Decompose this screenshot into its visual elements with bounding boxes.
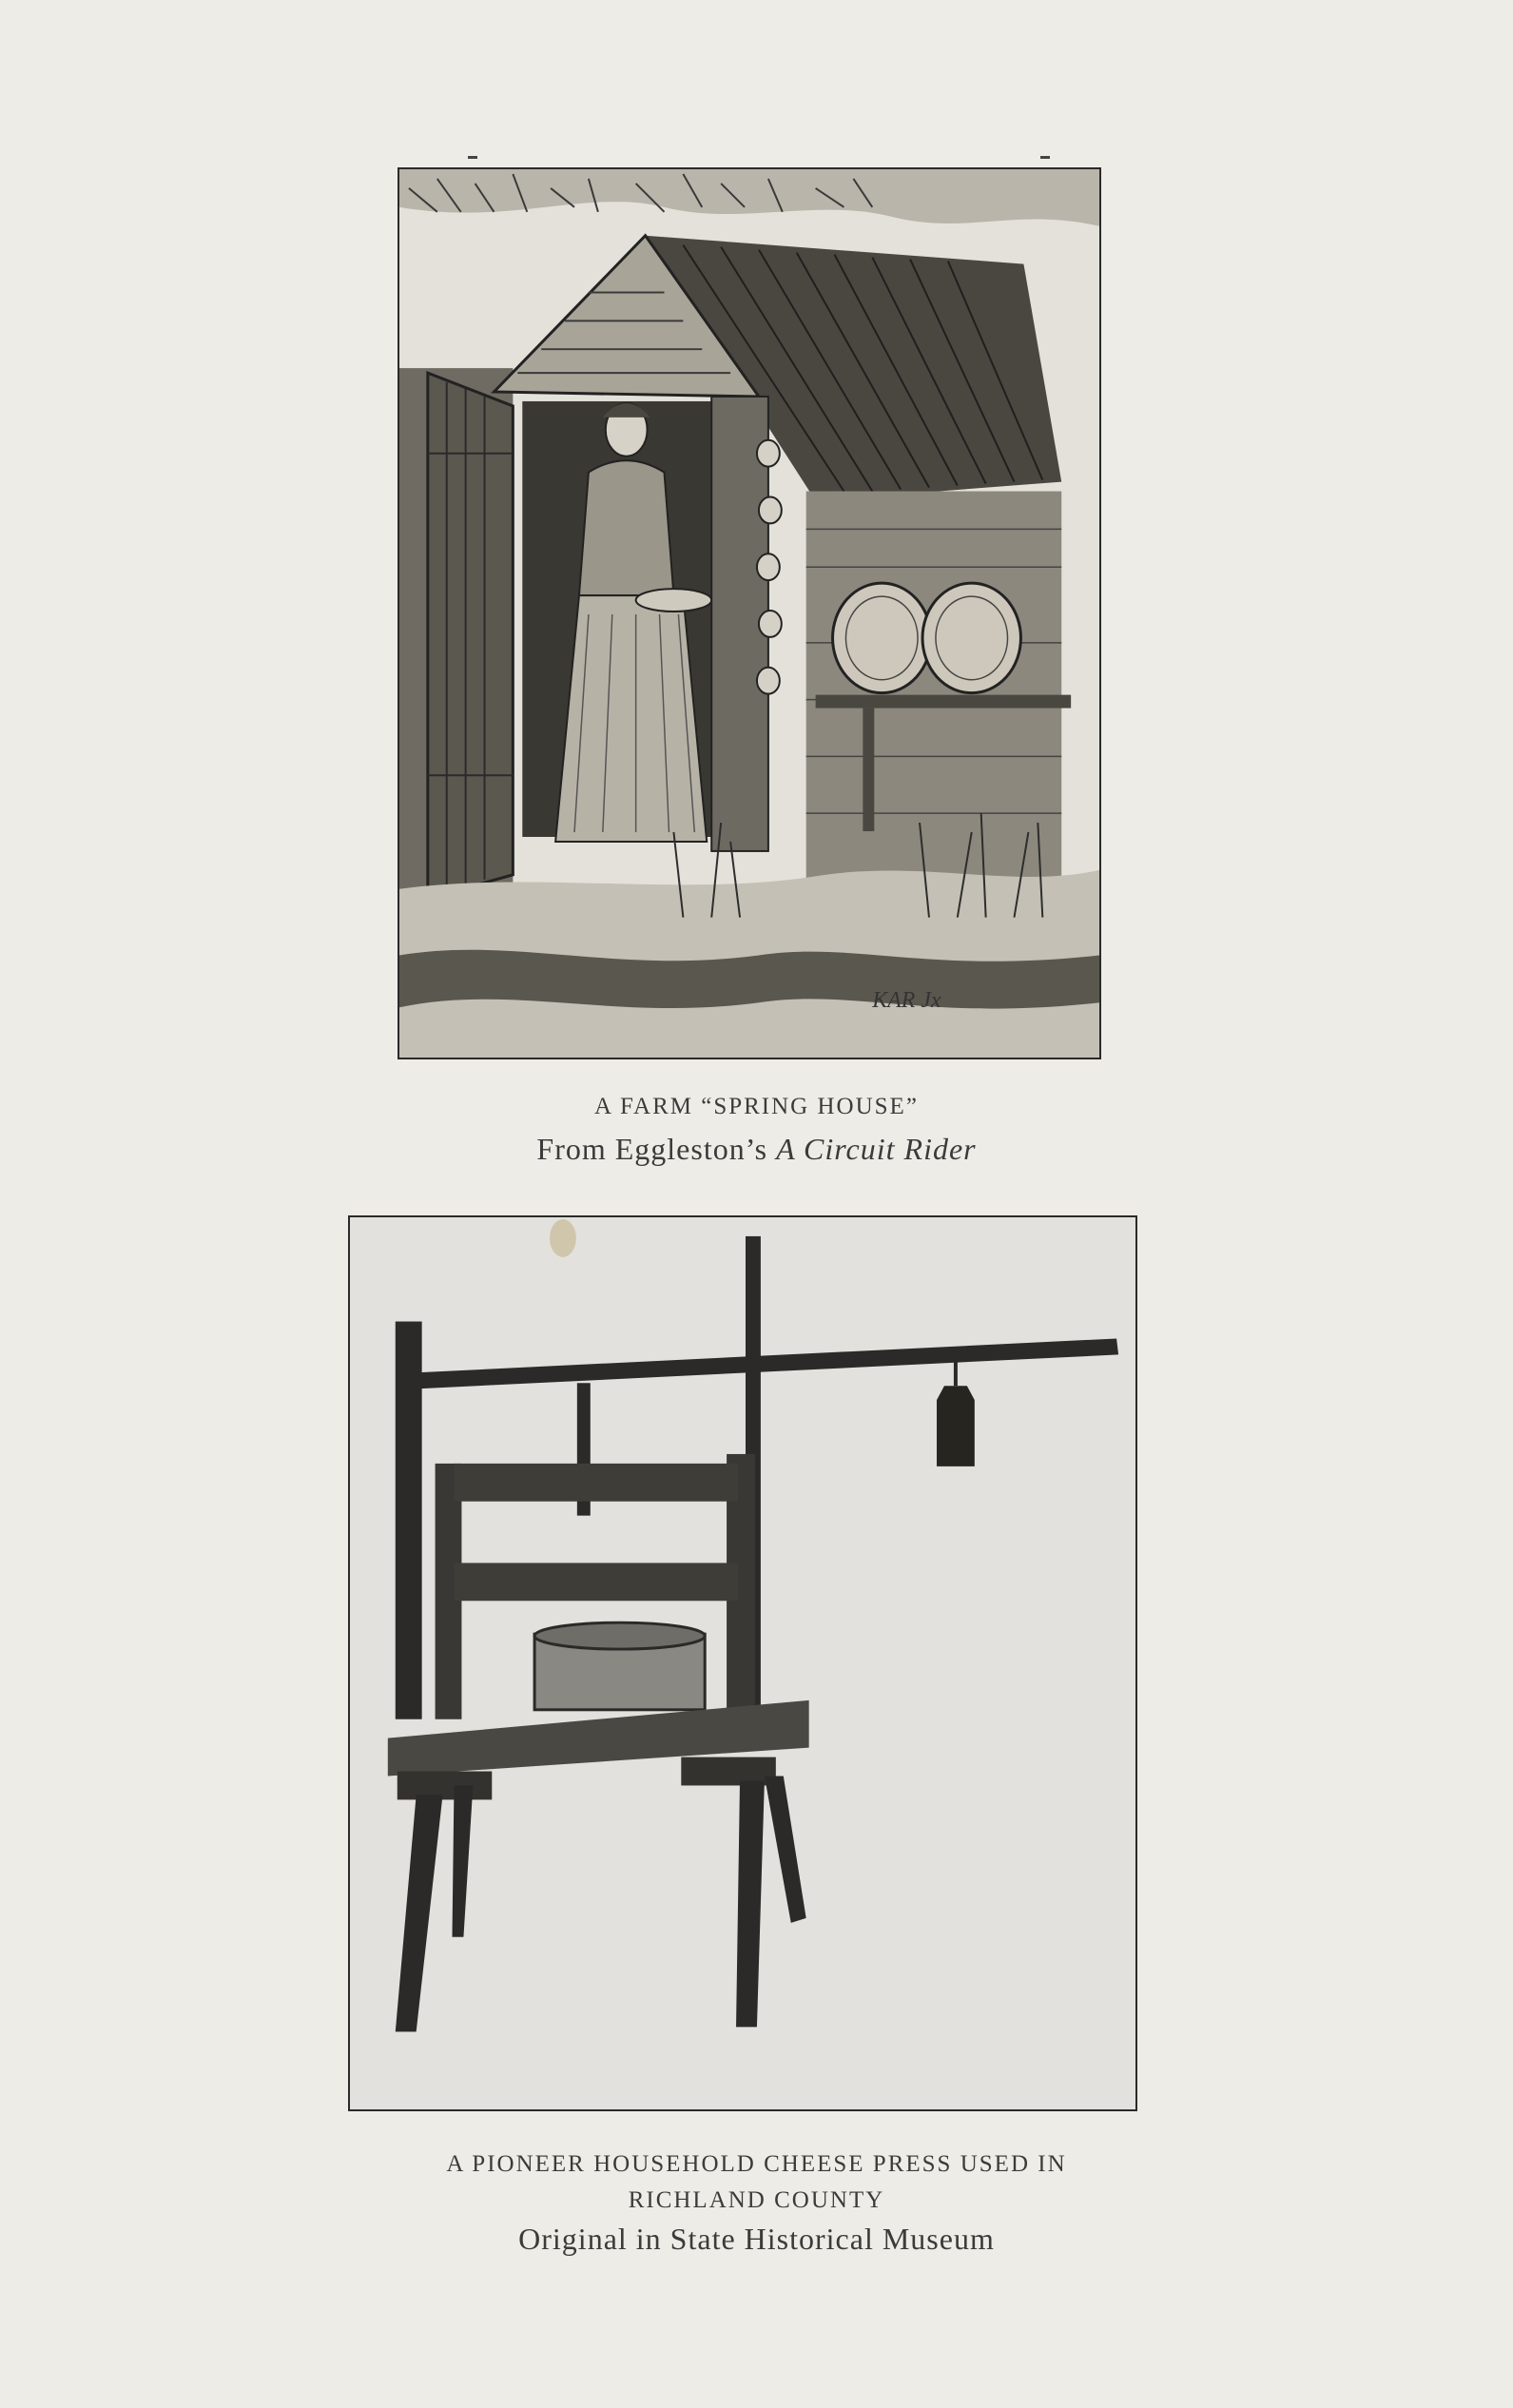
cheese-press-photograph bbox=[348, 1215, 1137, 2111]
figure-1-source-title: A Circuit Rider bbox=[776, 1132, 977, 1166]
figure-2-caption-source: Original in State Historical Museum bbox=[518, 2222, 995, 2256]
artist-signature: KAR Jx bbox=[872, 988, 941, 1014]
spring-house-illustration bbox=[399, 169, 1099, 1058]
spring-house-engraving bbox=[398, 167, 1101, 1059]
cheese-press-image bbox=[350, 1217, 1135, 2109]
printer-mark bbox=[468, 156, 477, 159]
figure-1-source-prefix: From Eggleston’s bbox=[536, 1132, 768, 1166]
figure-2-caption-title-cont: RICHLAND COUNTY bbox=[628, 2187, 885, 2213]
printer-mark bbox=[1040, 156, 1050, 159]
figure-2-caption-title: A PIONEER HOUSEHOLD CHEESE PRESS USED IN bbox=[446, 2151, 1067, 2177]
figure-1-caption-source bbox=[0, 1132, 1513, 1167]
figure-1-caption-title: A FARM “SPRING HOUSE” bbox=[594, 1094, 919, 1119]
